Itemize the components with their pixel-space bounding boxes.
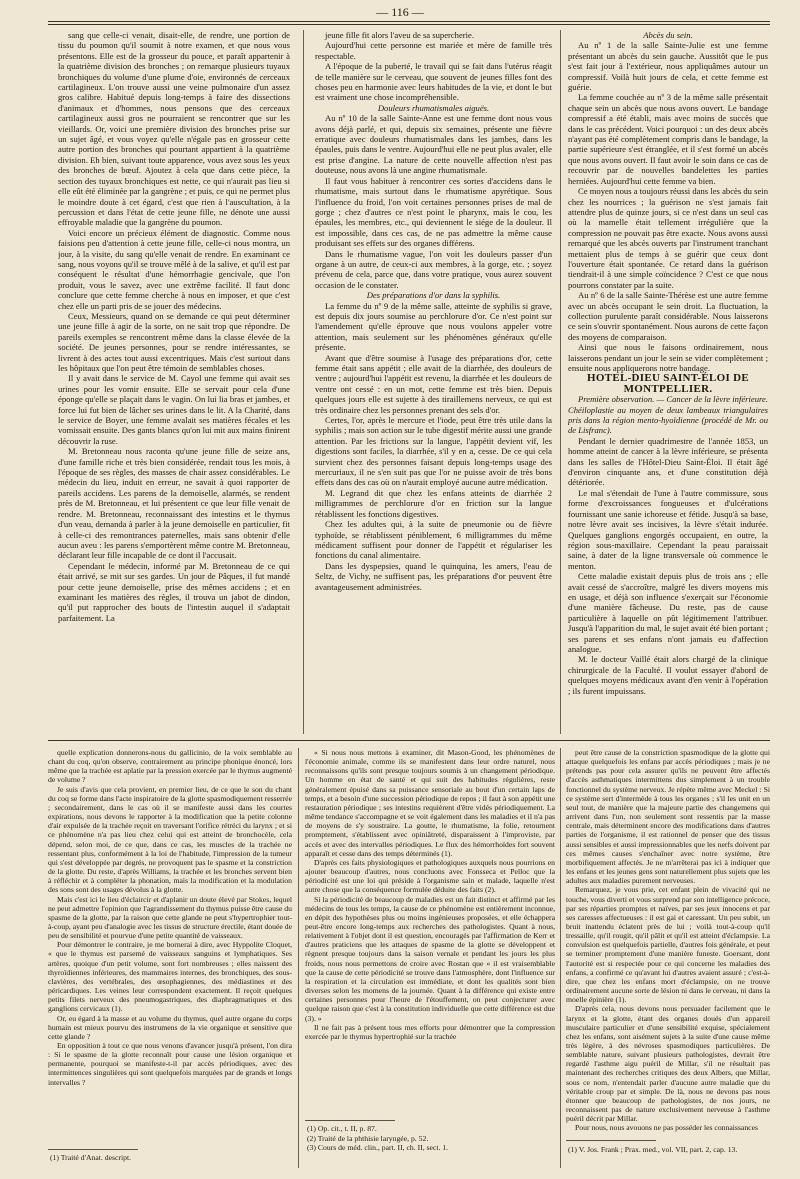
paragraph: Il faut vous habituer à rencontrer ces sortes d'accidens dans le rhumatisme, mais surtout dans le rhumatisme apyrétique. Sous l'influence du froid, l'on voit certaines personnes prises de mal de gorge ; chez d'autres ce n'est point le pharynx, mais le cou, les épaules, les membres, etc., qui deviennent le siége de la douleur. Il est impossible, dans ces cas, de ne pas admettre la même cause produisant ses effets sur des organes différens. xyxy=(315,175,552,249)
heading-abces: Abcès du sein. xyxy=(643,30,693,40)
paragraph: En opposition à tout ce que nous venons d'avancer jusqu'à présent, l'on dira : Si le spasme de la glotte reconnaît pour cause une lésion organique et permanente, pourquoi se manifeste-t-il par accès périodiques, avec des intermittences singulières qui sont quelquefois marquées par de grands et longs intervalles ? xyxy=(48,1041,292,1087)
column-3-abces xyxy=(568,40,768,373)
paragraph: Si la périodicité de beaucoup de maladies est un fait distinct et affirmé par les médecins de tous les temps, la cause de ce phénomène est entièrement inconnue, en dépit des hypothèses plus ou moins ingénieuses proposées, et elle échappera peut-être encore long-temps aux recherches des pathologistes. Quant à nous, relativement à l'objet dont il est question, encouragés par l'affirmation de Kerr et d'autres praticiens que les attaques de spasme de la glotte se développent et règnent presque toujours dans la saison vernale et pendant les jours les plus froids, nous nous permettons de croire avec Rostan que « il est vraisemblable que la cause de cette périodicité se trouve dans l'atmosphère, dont l'influence sur la respiration et la circulation est immédiate, et dont les qualités sont bien diverses selon les momens de la journée. Quant à la différence qui existe entre certaines personnes pour l'heure de l'étouffement, on peut conjecturer avec quelque raison que c'est à la constitution individuelle que cette différence est due (3). » xyxy=(305,894,555,1023)
paragraph: Il ne fait pas à présent tous mes efforts pour démontrer que la compression exercée par le thymus hypertrophié sur la trachée xyxy=(305,1022,555,1041)
paragraph: Cependant le médecin, informé par M. Bretonneau de ce qui était arrivé, se mit sur ses gardes. Un jour de Pâques, il fut mandé pour cette jeune demoiselle, prise des mêmes accidens ; et en examinant les matières des règles, il trouva un jabot de dindon, qu'il put rapprocher des bouts de l'intestin auquel il s'adaptait parfaitement. La xyxy=(58,560,290,623)
paragraph: quelle explication donnerons-nous du gallicinio, de la voix semblable au chant du coq, qu'on observe, contrairement au principe phonique énoncé, lors même que la trachée est aplatie par la pression exercée par le thymus augmenté de volume ? xyxy=(48,748,292,785)
heading-rhumatismales: Douleurs rhumatismales aiguës. xyxy=(377,102,490,113)
paragraph: sang que celle-ci venait, disait-elle, de rendre, une portion de tissu du poumon qu'il soumit à notre examen, et que nous vous présentons. Elle est de la grosseur du pouce, et paraît appartenir à la quatrième division des bronches ; on remarque plusieurs tuyaux bronchiques du volume d'une plume d'oie, environnés de cerceaux cartilagineux. L'on trouve aussi une veine pulmonaire d'un assez gros calibre. Habitué depuis long-temps à faire des dissections d'animaux et d'hommes, nous pensons que des cerceaux cartilagineux aussi gros ne pourraient se rencontrer que sur les vieillards. Or, voici une première division des bronches prise sur un sujet âgé, et vous voyez qu'elle n'égale pas en grosseur cette autre portion des bronches qui pourtant appartient à la quatrième division. Eh bien, suivant toute apparence, vous avez sous les yeux des bronches de bœuf. Ajoutez à cela que dans cette pièce, la section des tuyaux bronchiques est nette, ce qui n'aurait pas lieu si elle eût été éliminée par la gangrène ; et puis, ce qui ne permet plus le moindre doute à cet égard, c'est que rien à l'auscultation, à la percussion et dans l'état de cette jeune fille, ne dénote une aussi effroyable maladie que la gangrène du poumon. xyxy=(58,30,290,228)
paragraph: Certes, l'or, après le mercure et l'iode, peut être très utile dans la syphilis ; mais son action sur le tube digestif mérite aussi une grande attention. Par les frictions sur la langue, l'appétit devient vif, les digestions sont faciles, la diarrhée, s'il y en a, cesse. De ce qui cela survient chez des personnes faisant depuis long-temps usage des mercuriaux, il ne s'en suit pas que l'or ne puisse avoir de très bons effets dans des cas où on n'aurait employé aucune autre médication. xyxy=(315,415,552,488)
top-rule xyxy=(48,21,770,22)
paragraph: Aujourd'hui cette personne est mariée et mère de famille très respectable. xyxy=(315,40,552,61)
paragraph: Mais c'est ici le lieu d'éclaircir et d'aplanir un doute élevé par Stokes, lequel ne peut admettre l'opinion que l'agrandissement du thymus puisse être cause du spasme de la glotte, par la raison que cette glande ne peut s'hypertrophier tout-à-coup, ayant peu d'analogie avec les tissus de structure érectile, étant douée de peu de sensibilité et pourvue d'une petite quantité de vaisseaux. xyxy=(48,894,292,941)
paragraph: Or, eu égard à la masse et au volume du thymus, quel autre organe du corps humain est mieux pourvu des instrumens de la vie organique et sensitive que cette glande ? xyxy=(48,1013,292,1041)
column-divider xyxy=(560,30,561,734)
paragraph: Au nº 6 de la salle Sainte-Thérèse est une autre femme avec un abcès occupant le sein droit. La fluctuation, la collection purulente paraît considérable. Nous laisserons ce sein s'ouvrir spontanément. Nous aurons de cette façon des moyens de comparaison. xyxy=(568,290,768,342)
paragraph: « Si nous nous mettons à examiner, dit Mason-Good, les phénomènes de l'économie animale, comme ils se manifestent dans leur ordre naturel, nous reconnaissons qu'ils sont presque toujours soumis à un changement périodique. Un homme en état de santé et qui suit des habitudes régulières, reste généralement épuisé dans sa puissance sensoriale au bout d'un certain laps de temps, et a besoin d'une succession périodique de repos ; il faut à son appétit une restauration périodique ; ses intestins requièrent d'être vidés périodiquement. La même tendance s'accompagne et se voit également dans les maladies et il n'a pas de moyens de s'y soustraire. La goutte, le rhumatisme, la folie, retournent promptement, s'établissent avec opiniâtreté, disparaissent à l'improviste, par accès et avec des intervalles périodiques. Le flux des hémorrhoïdes fort souvent apparaît et cesse dans des temps déterminés (1). xyxy=(305,748,555,858)
paragraph: Ainsi que nous le faisons ordinairement, nous laisserons pendant un jour le sein se vider complètement ; ensuite nous appliquerons notre bandage. xyxy=(568,342,768,373)
section-rule xyxy=(48,740,770,741)
paragraph: Au nº 1 de la salle Sainte-Julie est une femme présentant un abcès du sein gauche. Aussitôt que le pus s'est fait jour à l'extérieur, nous appliquâmes autour un compressif. Voilà huit jours de cela, et cette femme est guérie. xyxy=(568,40,768,93)
top-column-1 xyxy=(58,30,290,735)
top-rule-thin xyxy=(48,24,770,25)
paragraph: D'après ces faits physiologiques et pathologiques auxquels nous pourrions en ajouter beaucoup d'autres, nous concluons avec Fonsseca et Pelloc que la périodicité est une loi qui préside à l'organisme sain et malade, laquelle n'est autre chose que la conséquence formulée déduite des faits (2). xyxy=(305,857,555,895)
paragraph: Pour démontrer le contraire, je me bornerai à dire, avec Hyppolite Cloquet, « que le thymus est parsemé de vaisseaux sanguins et lymphatiques. Ses artères, quoique d'un petit volume, sont fort nombreuses ; elles naissent des thyroïdiennes inférieures, des mammaires internes, des bronchiques, des sous-clavières, des vertébrales, des œsophagiennes, des médiastines et des péricardiques. Les veines leur correspondent exactement. Il reçoit quelques petits filets nerveux des pneumogastriques, des diaphragmatiques et des ganglions cervicaux (1). xyxy=(48,940,292,1014)
column-2-intro xyxy=(315,30,552,103)
observation-title: Première observation. — Cancer de la lèvre inférieure. Chéiloplastie au moyen de deux lambeaux triangulaires pris dans la région mento-hyoïdienne (procédé de Mr. ou de Lisfranc). xyxy=(568,394,768,436)
paragraph: A l'époque de la puberté, le travail qui se fait dans l'utérus réagit de telle manière sur le cerveau, que souvent de jeunes filles font des choses peu en harmonie avec leurs habitudes de la vie, et dont le but est vraiment une chose incompréhensible. xyxy=(315,61,552,103)
paragraph: M. Legrand dit que chez les enfans atteints de diarrhée 2 milligrammes de perchlorure d'or en friction sur la langue rétablissent les fonctions digestives. xyxy=(315,487,552,519)
paragraph: Chez les adultes qui, à la suite de pneumonie ou de fièvre typhoïde, se rétablissent péniblement, 6 milligrammes du même médicament suffisent pour donner de l'appétit et régulariser les fonctions du canal alimentaire. xyxy=(315,519,552,561)
footnote: (1) V. Jos. Frank ; Prax. med., vol. VII, part. 2, cap. 13. xyxy=(568,1145,738,1154)
top-column-2 xyxy=(315,30,552,735)
paragraph: Au nº 10 de la salle Sainte-Anne est une femme dont nous vous avons déjà parlé, et qui, depuis six semaines, présente une fièvre erratique avec douleurs rhumatismales dans les jambes, dans les épaules, puis dans le ventre. Aujourd'hui elle ne peut plus avaler, elle est prise d'angine. La nature de cette nouvelle affection n'est pas douteuse, nous avons là une angine rhumatismale. xyxy=(315,113,552,176)
bottom-column-3 xyxy=(566,748,770,1132)
column-2-syphilis xyxy=(315,301,552,592)
column-divider xyxy=(303,30,304,734)
footnote-rule xyxy=(566,1140,656,1141)
column-divider xyxy=(298,748,299,1168)
top-column-3 xyxy=(568,30,768,735)
footnote: (1) Op. cit., t. II, p. 87. xyxy=(307,1124,377,1133)
paragraph: Cette maladie existait depuis plus de trois ans ; elle avait cessé de s'accroître, malgré les divers moyens mis en usage, et déjà son influence s'exerçait sur l'économie d'une manière fâcheuse. Du reste, pas de cause particulière à laquelle on pût légitimement l'attribuer. Jusqu'à l'apparition du mal, le sujet avait été bien portant ; ses parens et ses enfans n'ont jamais eu d'affection analogue. xyxy=(568,571,768,654)
paragraph: Remarquez, je vous prie, cet enfant plein de vivacité qui ne touche, vous diverti et vous surprend par son intelligence précoce, par ses réparties promptes et naïves, par ses jeux innocens et par ses caresses affectueuses : il est gai et caressant. Un peu subit, un bruit inattendu éclatent près de lui ; voilà tout-à-coup qu'il tressaille, qu'il rougit, qu'il pâlit et qu'il est atteint d'éclampsie. La convulsion est quelquefois partielle, d'autres fois générale, et peut se terminer promptement d'une manière funeste. Goersant, dont l'autorité est si respectée pour ce qui concerne les maladies des enfans, a confirmé ce qu'avant lui d'autres avaient assuré ; c'est-à-dire, que chez les enfans mort d'éclampsie, on ne trouve ordinairement aucune sorte de lésion ni dans le cerveau, ni dans la moelle épinière (1). xyxy=(566,885,770,1005)
footnote-rule xyxy=(305,1120,395,1121)
paragraph: jeune fille fit alors l'aveu de sa supercherie. xyxy=(325,30,475,40)
paragraph: Dans les dyspepsies, quand le quinquina, les amers, l'eau de Seltz, de Vichy, ne suffisent pas, les préparations d'or peuvent être avantageusement administrées. xyxy=(315,560,552,592)
paragraph: M. Bretonneau nous raconta qu'une jeune fille de seize ans, d'une famille riche et très bien considérée, rendait tous les mois, à l'époque de ses règles, des masses de chair assez considérables. Le médecin du lieu, induit en erreur, ne savait à quoi rapporter de pareils accidens. Les parens de la demoiselle, alarmés, se rendent près de M. Bretonneau, et lui présentent ce que leur fille venait de rendre. M. Bretonneau, reconnaissant des intestins et le thymus d'un veau, demanda à parler à la jeune demoiselle en particulier, fit à celle-ci des remontrances paternelles, mais sans obtenir d'elle aucun aveu : les parens s'emportèrent même contre M. Bretonneau, déclarant leur fille incapable de ce dont il l'accusait. xyxy=(58,446,290,561)
footnotes xyxy=(307,1124,552,1153)
footnote-rule xyxy=(48,1149,138,1150)
paragraph: Il y avait dans le service de M. Cayol une femme qui avait ses urines pour les vomir ensuite. Elle se servait pour cela d'une éponge qu'elle se plaçait dans le vagin. On lui lia bras et jambes, et force lui fut bien de lâcher ses urines dans le lit. A la Charité, dans le service de Boyer, une femme avalait ses matières fécales et les vomissait ensuite. Des gants blancs qu'on lui mit aux mains finirent découvrir la ruse. xyxy=(58,373,290,446)
paragraph: Le mal s'étendait de l'une à l'autre commissure, sous forme d'excroissances fongueuses et d'ulcérations fournissant une sanie ichoreuse et fétide. Jusqu'à sa base, notre lèvre avait ses incisives, la lèvre s'était indurée. Quelques ganglions engorgés occupaient, en outre, la région sous-maxillaire. Cependant la peau paraissait saine, à dater de la ligne transversale où commence le menton. xyxy=(568,487,768,571)
paragraph: La femme couchée au nº 3 de la même salle présentait chaque sein un abcès que nous avons ouvert. Le bandage compressif a été établi, mais avec moins de succès que dans le cas précédent. Voici pourquoi : un des deux abcès n'ayant pas été complètement compris dans le bandage, la partie supérieure s'est étranglée, et il s'est formé un abcès que nous avons ouvert. Il faut avoir le soin dans ce cas de recouvrir par de nouvelles bandelettes les parties herniées. Aujourd'hui cette femme va bien. xyxy=(568,92,768,186)
paragraph: peut être cause de la constriction spasmodique de la glotte qui attaque quelquefois les enfans par accès périodiques ; mais je ne prétends pas pour cela assurer qu'ils ne peuvent être affectés d'accès asthmatiques intermittens dus simplement à un trouble fonctionnel du système nerveux. Je répète même avec Meckel : Si ce système sert d'intermède à tous les organes ; s'il les unit en un seul tout, de manière que la majeure partie des changemens qui arrivent dans l'un, non seulement sont ressentis par la masse centrale, mais déterminent encore des modifications dans d'autres parties de l'organisme, il est rationnel de penser que des tissus aussi sensibles et aussi impressionnables que les nerfs doivent par ces mêmes causes s'enchaîner avec notre système, être morbifiquement affectés. Je ne m'arrêterai pas ici à indiquer que les enfans et les jeunes gens sont naturellement plus sujets que les adultes aux maladies purement nerveuses. xyxy=(566,748,770,886)
paragraph: D'après cela, nous devons nous persuader facilement que le larynx et la glotte, étant des organes doués d'un appareil musculaire particulier et d'une sensibilité exquise, spécialement chez les enfans, sont aisément sujets à la suite d'une cause même très légère, à des névroses spasmodiques particulières. De semblable nature, suivant plusieurs pathologistes, devrait être regardé l'asthme aigu puéril de Millar, s'il ne résultait pas maintenant des recherches critiques des deux Albers, que Millar, sous ce nom, n'entendait parler d'aucune autre maladie que du véritable croup par et simple. De là, nous ne devons pas nous étonner que beaucoup de pathologistes, de nos jours, ne reconnaissent pas de nature exclusivement nerveuse à l'asthme puéril décrit par Millar. xyxy=(566,1004,770,1124)
paragraph: Voici encore un précieux élément de diagnostic. Comme nous faisions peu d'attention à cette jeune fille, celle-ci nous montra, un jour, à la visite, du sang qu'elle venait de rendre. En examinant ce sang, nous voyons qu'il se trouve mêlé à de la salive, et qu'il est par conséquent le résultat d'une hémorrhagie gencivale, que l'on produit, vous le savez, avec une extrême facilité. Il faut donc conclure que cette femme cherche à nous en imposer, et que c'est chez elle un parti pris de se jouer des médecins. xyxy=(58,227,290,311)
paragraph: Avant que d'être soumise à l'usage des préparations d'or, cette femme était sans appétit ; elle avait de la diarrhée, des douleurs de ventre ; aujourd'hui l'appétit est revenu, la diarrhée et les douleurs de ventre ont cessé : en un mot, cette femme est très bien. Depuis quelques jours elle est sujette à des tiraillemens nerveux, ce qui est très ordinaire chez les personnes prenant des sels d'or. xyxy=(315,352,552,415)
paragraph: Dans le rhumatisme vague, l'on voit les douleurs passer d'un organe à un autre, de ceux-ci aux membres, à la gorge, etc. ; soyez prévenu de cela, parce que, dans votre pratique, vous aurez souvent occasion de le constater. xyxy=(315,248,552,290)
paragraph: Ceux, Messieurs, quand on se demande ce qui peut déterminer une jeune fille à agir de la sorte, on ne sait trop que répondre. De pareils exemples se rencontrent même dans la classe élevée de la société. De jeunes personnes, pour se rendre intéressantes, se livrent à des actes tout aussi excentriques. Mais c'est surtout dans les hôpitaux que l'on peut être témoin de semblables choses. xyxy=(58,310,290,373)
footnote: (2) Traité de la phthisie laryngée, p. 52. xyxy=(307,1133,429,1143)
page-number: — 116 — xyxy=(376,5,424,19)
bottom-column-2 xyxy=(305,748,555,1114)
paragraph: Pour nous, nous avouons ne pas posséder les connaissances xyxy=(575,1123,758,1132)
column-3-observation xyxy=(568,436,768,696)
footnote: (1) Traité d'Anat. descript. xyxy=(50,1153,132,1162)
heading-syphilis: Des préparations d'or dans la syphilis. xyxy=(366,290,501,301)
column-divider xyxy=(560,748,561,1168)
paragraph: Ce moyen nous a toujours réussi dans les abcès du sein chez les nourrices ; la guérison ne s'est jamais fait attendre plus de quinze jours, si ce n'est dans un seul cas où la mamelle était tellement irrégulière que la compression ne pouvait pas être exacte. Nous avons aussi remarqué que les abcès ouverts par l'instrument tranchant mettaient plus de temps à se guérir que ceux dont l'ouverture était spontanée. Ce retard dans la guérison tiendrait-il à une simple coïncidence ? C'est ce que nous pourrons constater par la suite. xyxy=(568,186,768,290)
heading-hotel-dieu: HOTEL-DIEU SAINT-ÉLOI DE MONTPELLIER. xyxy=(586,372,750,395)
paragraph: La femme du nº 9 de la même salle, atteinte de syphilis si grave, est depuis dix jours soumise au perchlorure d'or. Ce n'est point sur l'amendement qu'elle éprouve que nous voulons appeler votre attention, mais seulement sur les phénomènes généraux qu'elle présente. xyxy=(315,300,552,353)
bottom-column-1 xyxy=(48,748,292,1143)
paragraph: M. le docteur Vaillé était alors chargé de la clinique chirurgicale de la Faculté. Il voulut essayer d'abord de quelques moyens médicaux avant d'en venir à l'opération ; ils furent impuissans. xyxy=(568,654,768,696)
column-2-rheum xyxy=(315,113,552,290)
footnote: (3) Cours de méd. clin., part. II, ch. II, sect. 1. xyxy=(307,1143,449,1152)
paragraph: Je suis d'avis que cela provient, en premier lieu, de ce que le son du chant du coq se forme dans l'acte inspiratoire de la glotte spasmodiquement resserrée ; secondairement, dans le cas où il se manifeste aussi dans les courtes expirations, nous devons le rapporter à la modification que la petite colonne d'air expulsée de la trachée reçoit en traversant l'orifice rétréci du larynx ; et si ce phénomène n'a pas lieu chez celui qui est atteint de bronchocèle, cela dépend, selon moi, de ce que, dans ce cas, les muscles de la trachée ne ressentant plus, conformément à la loi de l'habitude, l'impression de la tumeur qui s'est développée par degrés, ne provoquent pas le spasme et la constriction de la glotte. Du reste, d'après Williams, la trachée et les bronches servent bien à réfléchir et à compléter la phonation, mais la modification et la modulation des sons sont des usages dévolus à la glotte. xyxy=(48,784,292,895)
paragraph: Pendant le dernier quadrimestre de l'année 1853, un homme atteint de cancer à la lèvre inférieure, se présenta dans les salles de l'Hôtel-Dieu Saint-Éloi. Il était âgé d'environ cinquante ans, et d'une constitution déjà détériorée. xyxy=(568,435,768,488)
